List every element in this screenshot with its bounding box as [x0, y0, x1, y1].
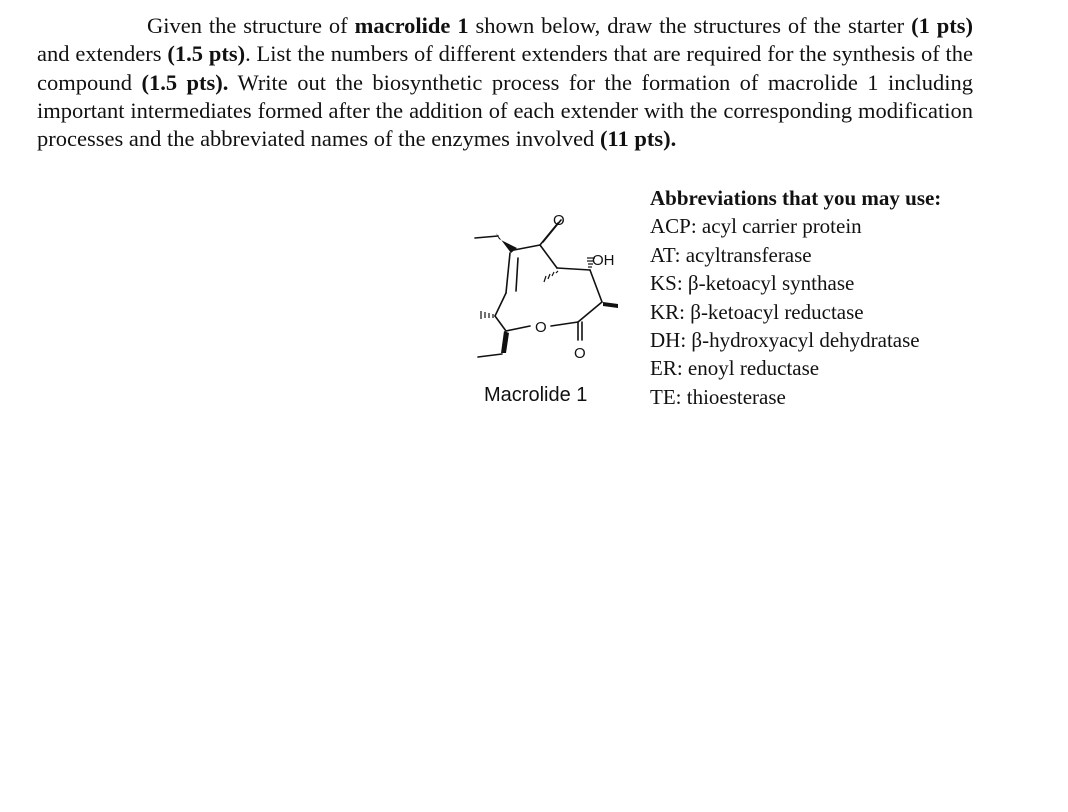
alkene-double-bond [516, 258, 518, 291]
ring-bond [495, 316, 506, 331]
ethyl-top-bond [475, 236, 498, 238]
abbreviations-heading: Abbreviations that you may use: [650, 186, 942, 210]
structure-caption: Macrolide 1 [484, 384, 588, 406]
question-text [37, 12, 973, 153]
question-points-count: (1.5 pts). [141, 69, 229, 95]
question-part-1: Given the structure of [147, 13, 355, 38]
question-part-4: . List the numbers of different extenders that are required for the synthesis of the compound [37, 41, 974, 95]
abbreviation-item: KS: β-ketoacyl synthase [650, 271, 855, 296]
ring-bond [506, 253, 510, 293]
hash-bond-methyl [544, 271, 558, 282]
oxygen-label-ring: O [535, 319, 547, 336]
abbreviations-box [650, 184, 1050, 411]
question-part-3: and extenders [37, 41, 168, 67]
hash-bond-stereo [481, 311, 493, 319]
oxygen-label-top: O [553, 212, 565, 229]
ring-bond [495, 293, 506, 316]
oxygen-label-bottom: O [574, 345, 586, 362]
question-part-5: Write out the biosynthetic process for the formation of macrolide 1 including important intermediates formed after the addition of each extender with the corresponding modification processes and the abbreviated names of the enzymes involved [37, 69, 973, 152]
abbreviation-item: TE: thioesterase [650, 384, 786, 409]
question-points-starter: (1 pts) [911, 13, 974, 38]
ring-bond [590, 270, 602, 302]
wedge-bond-methyl [603, 302, 618, 308]
ring-bond [551, 322, 578, 326]
ring-bond [578, 302, 602, 322]
abbreviation-item: DH: β-hydroxyacyl dehydratase [650, 328, 920, 353]
question-bold-compound: macrolide 1 [354, 13, 469, 38]
question-part-2: shown below, draw the structures of the starter [468, 13, 912, 38]
abbreviation-item: ACP: acyl carrier protein [650, 214, 862, 239]
ring-bond [557, 268, 590, 270]
wedge-bond-ethyl [501, 331, 509, 353]
question-points-process: (11 pts). [599, 126, 677, 152]
hydroxyl-label: OH [592, 252, 615, 269]
question-points-extenders: (1.5 pts) [167, 41, 246, 67]
ring-bond [506, 326, 530, 331]
abbreviation-item: ER: enoyl reductase [650, 356, 820, 381]
abbreviations-list [650, 212, 1050, 411]
ring-bond [540, 245, 557, 268]
ring-bond [514, 245, 540, 250]
ethyl-bottom-bond [478, 354, 502, 357]
abbreviation-item: AT: acyltransferase [650, 242, 812, 267]
wedge-bond [496, 233, 517, 253]
abbreviation-item: KR: β-ketoacyl reductase [650, 299, 864, 324]
